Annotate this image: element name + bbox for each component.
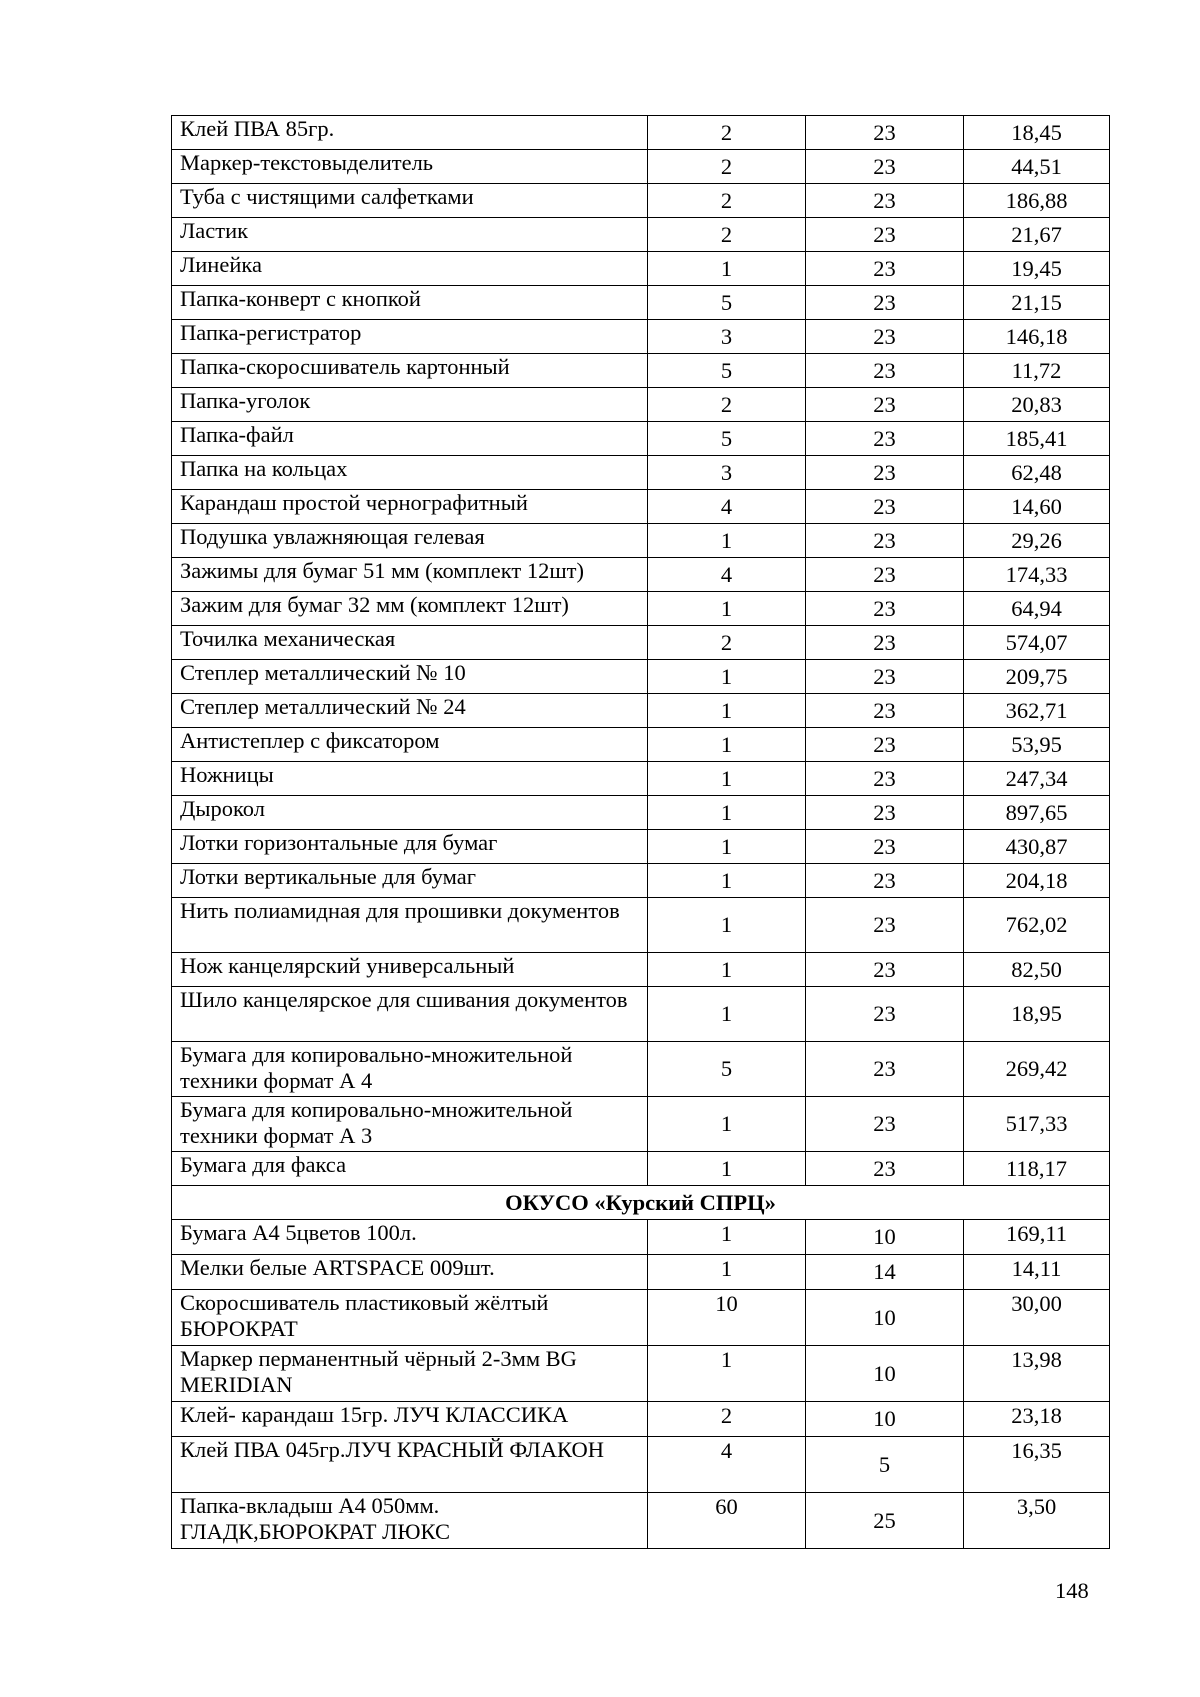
table-row: [172, 796, 1110, 830]
item-name-cell: Степлер металлический № 24: [172, 694, 648, 728]
item-name-cell: Лотки вертикальные для бумаг: [172, 864, 648, 898]
price-cell: 20,83: [964, 388, 1110, 422]
item-name-cell: Папка-конверт с кнопкой: [172, 286, 648, 320]
table-row: [172, 1493, 1110, 1549]
table-row: [172, 558, 1110, 592]
number-cell: 23: [806, 953, 964, 987]
price-cell: 209,75: [964, 660, 1110, 694]
table-row: [172, 1402, 1110, 1437]
table-row: [172, 422, 1110, 456]
item-name-cell: Клей ПВА 85гр.: [172, 116, 648, 150]
price-cell: 14,60: [964, 490, 1110, 524]
quantity-cell: 3: [648, 456, 806, 490]
table-row: [172, 252, 1110, 286]
item-name-cell: Лотки горизонтальные для бумаг: [172, 830, 648, 864]
item-name-cell: Бумага А4 5цветов 100л.: [172, 1220, 648, 1255]
quantity-cell: 1: [648, 728, 806, 762]
number-cell: 25: [806, 1493, 964, 1549]
number-cell: 10: [806, 1290, 964, 1346]
item-name-cell: Бумага для копировально-множительной техники формат А 4: [172, 1042, 648, 1097]
number-cell: 23: [806, 898, 964, 953]
item-name-cell: Бумага для копировально-множительной техники формат А 3: [172, 1097, 648, 1152]
price-cell: 11,72: [964, 354, 1110, 388]
quantity-cell: 4: [648, 490, 806, 524]
quantity-cell: 60: [648, 1493, 806, 1549]
price-cell: 897,65: [964, 796, 1110, 830]
quantity-cell: 5: [648, 1042, 806, 1097]
table-row: [172, 388, 1110, 422]
item-name-cell: Ножницы: [172, 762, 648, 796]
item-name-cell: Нож канцелярский универсальный: [172, 953, 648, 987]
number-cell: 23: [806, 320, 964, 354]
price-cell: 16,35: [964, 1437, 1110, 1493]
number-cell: 23: [806, 762, 964, 796]
table-row: [172, 728, 1110, 762]
price-cell: 21,67: [964, 218, 1110, 252]
price-cell: 3,50: [964, 1493, 1110, 1549]
quantity-cell: 1: [648, 830, 806, 864]
table-row: [172, 762, 1110, 796]
price-cell: 14,11: [964, 1255, 1110, 1290]
number-cell: 23: [806, 830, 964, 864]
table-row: [172, 1255, 1110, 1290]
item-name-cell: Точилка механическая: [172, 626, 648, 660]
item-name-cell: Линейка: [172, 252, 648, 286]
table-row: [172, 1042, 1110, 1097]
quantity-cell: 4: [648, 1437, 806, 1493]
table-row: [172, 1290, 1110, 1346]
table-row: [172, 184, 1110, 218]
quantity-cell: 5: [648, 354, 806, 388]
item-name-cell: Дырокол: [172, 796, 648, 830]
number-cell: 23: [806, 150, 964, 184]
item-name-cell: Бумага для факса: [172, 1152, 648, 1186]
item-name-cell: Папка-файл: [172, 422, 648, 456]
price-cell: 269,42: [964, 1042, 1110, 1097]
price-cell: 186,88: [964, 184, 1110, 218]
number-cell: 23: [806, 694, 964, 728]
number-cell: 23: [806, 864, 964, 898]
price-cell: 82,50: [964, 953, 1110, 987]
item-name-cell: Подушка увлажняющая гелевая: [172, 524, 648, 558]
price-cell: 18,95: [964, 987, 1110, 1042]
quantity-cell: 4: [648, 558, 806, 592]
table-row: [172, 1097, 1110, 1152]
number-cell: 23: [806, 660, 964, 694]
table-row: [172, 116, 1110, 150]
table-row: [172, 456, 1110, 490]
number-cell: 23: [806, 1042, 964, 1097]
number-cell: 14: [806, 1255, 964, 1290]
number-cell: 10: [806, 1402, 964, 1437]
quantity-cell: 2: [648, 1402, 806, 1437]
price-cell: 53,95: [964, 728, 1110, 762]
number-cell: 23: [806, 252, 964, 286]
quantity-cell: 1: [648, 796, 806, 830]
quantity-cell: 1: [648, 524, 806, 558]
number-cell: 23: [806, 456, 964, 490]
number-cell: 23: [806, 116, 964, 150]
number-cell: 23: [806, 422, 964, 456]
quantity-cell: 1: [648, 592, 806, 626]
number-cell: 5: [806, 1437, 964, 1493]
table-row: [172, 1437, 1110, 1493]
item-name-cell: Карандаш простой чернографитный: [172, 490, 648, 524]
item-name-cell: Маркер перманентный чёрный 2-3мм BG MERIDIAN: [172, 1346, 648, 1402]
price-cell: 430,87: [964, 830, 1110, 864]
number-cell: 23: [806, 592, 964, 626]
price-cell: 118,17: [964, 1152, 1110, 1186]
number-cell: 10: [806, 1346, 964, 1402]
item-name-cell: Клей ПВА 045гр.ЛУЧ КРАСНЫЙ ФЛАКОН: [172, 1437, 648, 1493]
price-cell: 247,34: [964, 762, 1110, 796]
table-row: [172, 953, 1110, 987]
price-cell: 204,18: [964, 864, 1110, 898]
quantity-cell: 10: [648, 1290, 806, 1346]
number-cell: 23: [806, 1152, 964, 1186]
number-cell: 23: [806, 490, 964, 524]
item-name-cell: Папка на кольцах: [172, 456, 648, 490]
section-title: ОКУСО «Курский СПРЦ»: [172, 1186, 1110, 1220]
quantity-cell: 2: [648, 218, 806, 252]
item-name-cell: Маркер-текстовыделитель: [172, 150, 648, 184]
item-name-cell: Степлер металлический № 10: [172, 660, 648, 694]
price-cell: 174,33: [964, 558, 1110, 592]
price-cell: 517,33: [964, 1097, 1110, 1152]
number-cell: 23: [806, 286, 964, 320]
quantity-cell: 1: [648, 694, 806, 728]
item-name-cell: Ластик: [172, 218, 648, 252]
table-row: [172, 286, 1110, 320]
quantity-cell: 1: [648, 864, 806, 898]
quantity-cell: 2: [648, 116, 806, 150]
table-row: [172, 660, 1110, 694]
price-cell: 18,45: [964, 116, 1110, 150]
item-name-cell: Зажим для бумаг 32 мм (комплект 12шт): [172, 592, 648, 626]
quantity-cell: 1: [648, 898, 806, 953]
number-cell: 23: [806, 626, 964, 660]
price-cell: 185,41: [964, 422, 1110, 456]
price-cell: 574,07: [964, 626, 1110, 660]
item-name-cell: Папка-регистратор: [172, 320, 648, 354]
quantity-cell: 1: [648, 1097, 806, 1152]
price-cell: 13,98: [964, 1346, 1110, 1402]
table-row: [172, 864, 1110, 898]
table-row: [172, 987, 1110, 1042]
section-header-row: [172, 1186, 1110, 1220]
item-name-cell: Папка-скоросшиватель картонный: [172, 354, 648, 388]
quantity-cell: 2: [648, 184, 806, 218]
quantity-cell: 1: [648, 1220, 806, 1255]
price-cell: 169,11: [964, 1220, 1110, 1255]
supplies-table: [171, 115, 1110, 1549]
quantity-cell: 3: [648, 320, 806, 354]
quantity-cell: 1: [648, 1346, 806, 1402]
number-cell: 23: [806, 558, 964, 592]
number-cell: 23: [806, 987, 964, 1042]
price-cell: 29,26: [964, 524, 1110, 558]
table-row: [172, 1220, 1110, 1255]
price-cell: 23,18: [964, 1402, 1110, 1437]
quantity-cell: 1: [648, 1255, 806, 1290]
quantity-cell: 1: [648, 252, 806, 286]
number-cell: 23: [806, 796, 964, 830]
item-name-cell: Нить полиамидная для прошивки документов: [172, 898, 648, 953]
price-cell: 362,71: [964, 694, 1110, 728]
quantity-cell: 1: [648, 987, 806, 1042]
item-name-cell: Клей- карандаш 15гр. ЛУЧ КЛАССИКА: [172, 1402, 648, 1437]
table-row: [172, 218, 1110, 252]
price-cell: 19,45: [964, 252, 1110, 286]
quantity-cell: 1: [648, 1152, 806, 1186]
table-row: [172, 830, 1110, 864]
quantity-cell: 5: [648, 422, 806, 456]
table-row: [172, 898, 1110, 953]
quantity-cell: 2: [648, 626, 806, 660]
number-cell: 23: [806, 1097, 964, 1152]
table-row: [172, 320, 1110, 354]
number-cell: 23: [806, 728, 964, 762]
quantity-cell: 1: [648, 660, 806, 694]
quantity-cell: 2: [648, 388, 806, 422]
item-name-cell: Зажимы для бумаг 51 мм (комплект 12шт): [172, 558, 648, 592]
price-cell: 21,15: [964, 286, 1110, 320]
price-cell: 762,02: [964, 898, 1110, 953]
item-name-cell: Мелки белые ARTSPACE 009шт.: [172, 1255, 648, 1290]
quantity-cell: 5: [648, 286, 806, 320]
item-name-cell: Туба с чистящими салфетками: [172, 184, 648, 218]
number-cell: 23: [806, 354, 964, 388]
quantity-cell: 1: [648, 762, 806, 796]
item-name-cell: Папка-уголок: [172, 388, 648, 422]
table-row: [172, 524, 1110, 558]
number-cell: 23: [806, 388, 964, 422]
table-row: [172, 694, 1110, 728]
table-row: [172, 592, 1110, 626]
price-cell: 44,51: [964, 150, 1110, 184]
number-cell: 23: [806, 184, 964, 218]
page-number: 148: [1055, 1578, 1089, 1603]
quantity-cell: 1: [648, 953, 806, 987]
price-cell: 30,00: [964, 1290, 1110, 1346]
table-row: [172, 150, 1110, 184]
table-row: [172, 490, 1110, 524]
number-cell: 23: [806, 524, 964, 558]
quantity-cell: 2: [648, 150, 806, 184]
table-row: [172, 354, 1110, 388]
item-name-cell: Папка-вкладыш А4 050мм. ГЛАДК,БЮРОКРАТ ЛЮКС: [172, 1493, 648, 1549]
item-name-cell: Скоросшиватель пластиковый жёлтый БЮРОКРАТ: [172, 1290, 648, 1346]
number-cell: 10: [806, 1220, 964, 1255]
price-cell: 62,48: [964, 456, 1110, 490]
table-row: [172, 626, 1110, 660]
table-row: [172, 1346, 1110, 1402]
item-name-cell: Шило канцелярское для сшивания документов: [172, 987, 648, 1042]
number-cell: 23: [806, 218, 964, 252]
table-row: [172, 1152, 1110, 1186]
item-name-cell: Антистеплер с фиксатором: [172, 728, 648, 762]
price-cell: 146,18: [964, 320, 1110, 354]
price-cell: 64,94: [964, 592, 1110, 626]
